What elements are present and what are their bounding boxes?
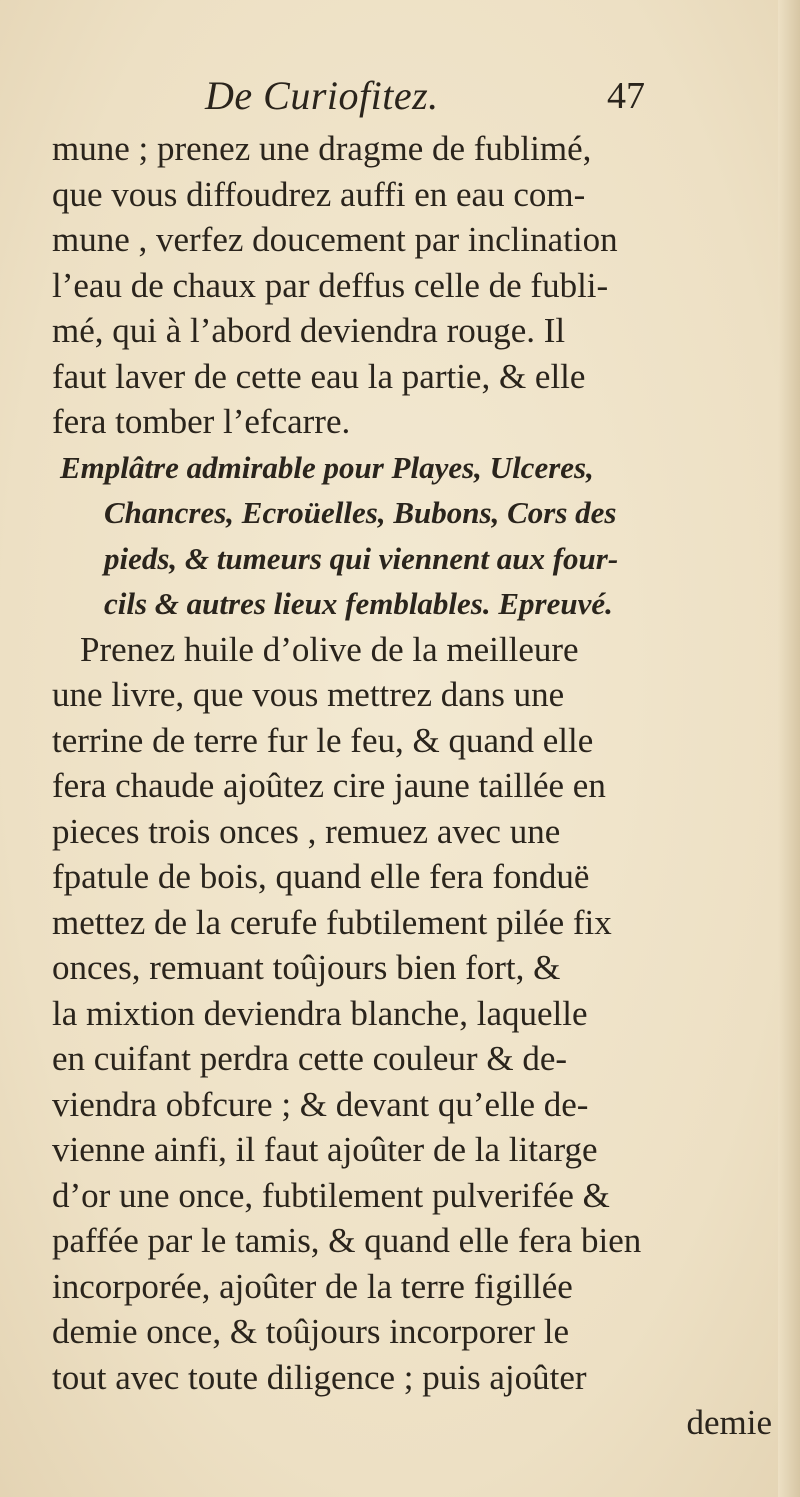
text-line: mune , verfez doucement par inclination (52, 220, 618, 259)
recipe-heading-line: pieds, & tumeurs qui viennent aux four- (104, 540, 619, 576)
page-number: 47 (607, 75, 645, 117)
running-title: De Curiofitez. (205, 73, 439, 118)
text-line: terrine de terre fur le feu, & quand elle (52, 720, 594, 760)
recipe-heading-line: Chancres, Ecroüelles, Bubons, Cors des (104, 495, 617, 530)
text-line: l’eau de chaux par deffus celle de fubli- (52, 265, 609, 305)
text-line: d’or une once, fubtilement pulverifée & (52, 1175, 610, 1215)
text-line: que vous diffoudrez auffi en eau com- (52, 174, 586, 214)
text-line: Prenez huile d’olive de la meilleure (80, 629, 579, 669)
text-line: incorporée, ajoûter de la terre figillée (52, 1266, 573, 1306)
text-line: une livre, que vous mettrez dans une (52, 675, 565, 714)
text-line: pieces trois onces , remuez avec une (52, 811, 561, 851)
text-line: la mixtion deviendra blanche, laquelle (52, 993, 588, 1033)
recipe-heading-line: cils & autres lieux femblables. Epreuvé. (104, 586, 613, 621)
text-line: paffée par le tamis, & quand elle fera bien (52, 1221, 642, 1260)
text-line: mettez de la cerufe fubtilement pilée fix (52, 902, 612, 942)
page-edge (778, 0, 800, 1497)
text-line: vienne ainfi, il faut ajoûter de la litarge (52, 1130, 598, 1169)
catchword: demie (686, 1403, 772, 1442)
text-line: fera chaude ajoûtez cire jaune taillée en (52, 766, 606, 805)
text-line: en cuifant perdra cette couleur & de- (52, 1039, 568, 1078)
text-line: onces, remuant toûjours bien fort, & (52, 948, 561, 987)
text-line: fera tomber l’efcarre. (52, 402, 351, 441)
text-line: viendra obfcure ; & devant qu’elle de- (52, 1084, 589, 1124)
body-text (52, 126, 772, 1446)
text-line: tout avec toute diligence ; puis ajoûter (52, 1357, 587, 1397)
recipe-heading-line: Emplâtre admirable pour Playes, Ulceres, (60, 449, 594, 485)
page-header (205, 72, 645, 122)
text-line: fpatule de bois, quand elle fera fonduë (52, 857, 590, 896)
text-line: mé, qui à l’abord deviendra rouge. Il (52, 311, 566, 350)
text-line: faut laver de cette eau la partie, & elle (52, 356, 586, 396)
text-line: mune ; prenez une dragme de fublimé, (52, 129, 592, 168)
text-line: demie once, & toûjours incorporer le (52, 1312, 570, 1351)
